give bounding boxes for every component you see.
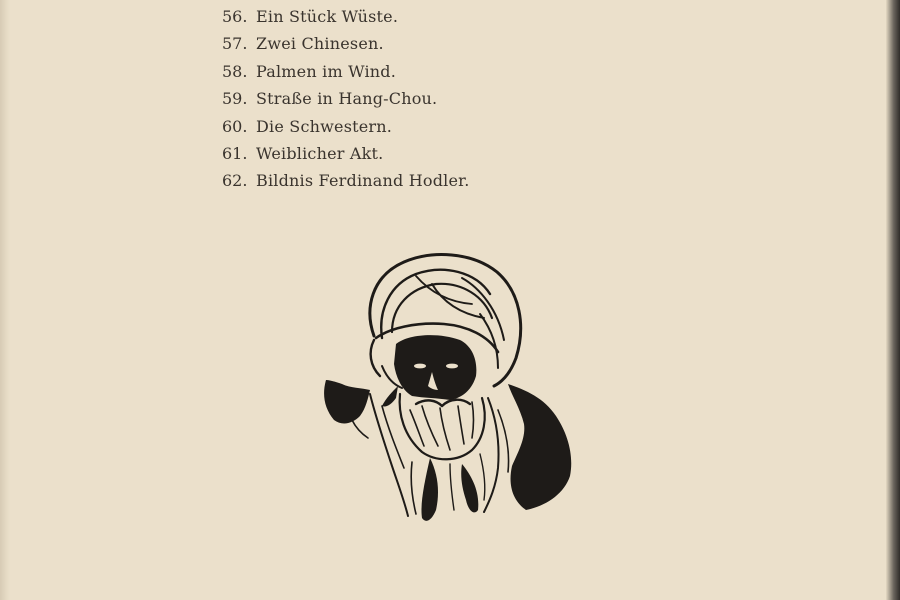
turbaned-man-sketch-icon: [312, 248, 577, 528]
list-item: [222, 30, 470, 57]
plate-number: 61.: [222, 143, 248, 163]
plate-number: 58.: [222, 61, 248, 81]
plate-title: Die Schwestern.: [256, 116, 393, 136]
plate-number: 56.: [222, 7, 248, 26]
plate-number: 60.: [222, 116, 248, 136]
plate-title: Palmen im Wind.: [256, 61, 397, 81]
list-item: [222, 85, 470, 112]
list-item: [222, 113, 470, 140]
page-edge-shadow: [886, 0, 900, 600]
plate-title: Bildnis Ferdinand Hodler.: [256, 171, 470, 191]
list-item: [222, 140, 470, 167]
page-gutter: [0, 0, 10, 600]
list-item: [222, 58, 470, 85]
plate-title: Zwei Chinesen.: [256, 34, 384, 54]
plate-number: 57.: [222, 34, 248, 54]
plate-list: [222, 3, 470, 195]
plate-title: Weiblicher Akt.: [256, 143, 384, 163]
list-item: [222, 3, 470, 30]
list-item: [222, 167, 470, 194]
plate-number: 62.: [222, 171, 248, 191]
plate-number: 59.: [222, 89, 248, 109]
plate-title: Ein Stück Wüste.: [256, 7, 399, 26]
plate-title: Straße in Hang-Chou.: [256, 89, 438, 109]
